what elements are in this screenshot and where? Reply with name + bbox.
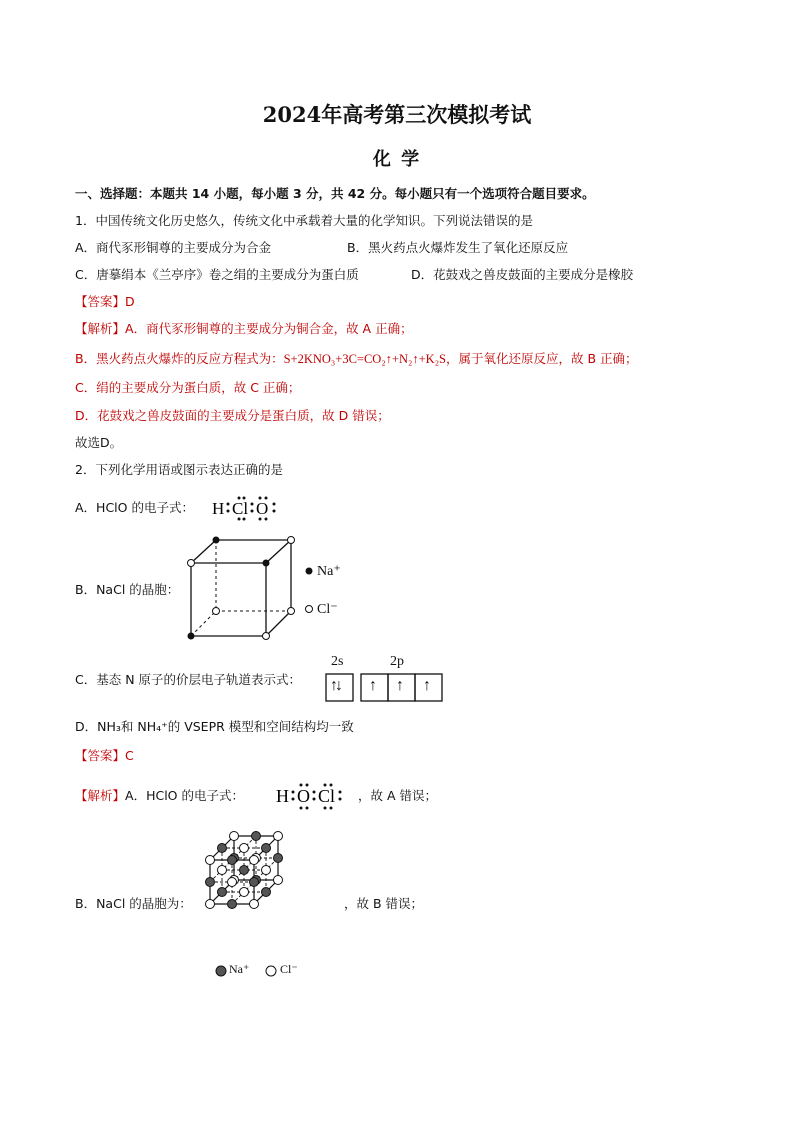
nacl-unit-cell-diagram	[180, 530, 360, 645]
electron-dot	[339, 791, 342, 794]
electron-dot	[306, 807, 309, 810]
analysis-tag: 【解析】	[75, 788, 126, 803]
electron-dot	[265, 497, 268, 500]
unit-cell-svg	[180, 530, 360, 645]
electron-dot	[227, 510, 230, 513]
na-ion	[263, 560, 270, 567]
electron-dot	[251, 510, 254, 513]
legend-na-label: Na⁺	[317, 564, 341, 579]
atom-h: H	[276, 786, 289, 806]
orbital-label-2s: 2s	[331, 654, 344, 669]
q2-analysis-b: B．NaCl 的晶胞为：	[75, 896, 192, 911]
electron-dot	[227, 503, 230, 506]
cl-ion	[213, 608, 220, 615]
nacl-full-lattice-diagram	[196, 822, 336, 957]
electron-dot	[300, 807, 303, 810]
legend2-na-svg	[214, 964, 228, 978]
orbital-svg	[325, 673, 450, 703]
q1-option-c: C．唐摹绢本《兰亭序》卷之绢的主要成分为蛋白质	[75, 267, 359, 282]
lattice-cl-ion	[218, 866, 227, 875]
analysis-a-text: A．HClO 的电子式：	[125, 788, 244, 803]
q2-option-a: A．HClO 的电子式：	[75, 500, 194, 515]
section-intro: 一、选择题：本题共 14 小题，每小题 3 分，共 42 分。每小题只有一个选项符合题目要求。	[75, 186, 595, 201]
q1-conclusion: 故选D。	[75, 435, 123, 450]
electron-dot	[306, 784, 309, 787]
lattice-na-ion	[252, 832, 261, 841]
lattice-cl-ion	[274, 876, 283, 885]
legend-cl-label: Cl⁻	[317, 602, 338, 617]
lattice-svg	[196, 822, 336, 957]
electron-dot	[238, 518, 241, 521]
legend2-cl-dot	[264, 963, 278, 977]
orbital-boxes	[325, 673, 450, 703]
q1-analysis-c: C．绢的主要成分为蛋白质，故 C 正确；	[75, 380, 301, 395]
cl-ion	[188, 560, 195, 567]
hclo-electron-dot-formula	[210, 494, 290, 522]
cl-ion	[288, 608, 295, 615]
analysis-tag: 【解析】	[75, 321, 126, 336]
electron-dot-svg-2	[274, 781, 358, 811]
electron-dot	[273, 510, 276, 513]
answer-tag: 【答案】	[75, 748, 126, 763]
lattice-cl-ion	[250, 900, 259, 909]
lattice-na-ion	[218, 844, 227, 853]
q1-option-d: D．花鼓戏之兽皮鼓面的主要成分是橡胶	[411, 267, 634, 282]
electron-dot	[238, 497, 241, 500]
analysis-b-post: ，故 B 错误；	[344, 896, 424, 911]
electron-dot	[259, 518, 262, 521]
page-title: 2024年高考第三次模拟考试	[262, 102, 532, 127]
lattice-cl-ion	[274, 832, 283, 841]
legend2-cl-label: Cl⁻	[280, 962, 298, 976]
electron-dot	[313, 798, 316, 801]
electron-dot	[259, 497, 262, 500]
q2-option-b: B．NaCl 的晶胞：	[75, 582, 180, 597]
na-ion	[188, 633, 195, 640]
lattice-cl-ion	[240, 844, 249, 853]
q1-option-a: A．商代豕形铜尊的主要成分为合金	[75, 240, 272, 255]
answer-value: C	[125, 748, 134, 763]
cl-ion	[263, 633, 270, 640]
orbital-2p-electron-2: ↑	[396, 677, 404, 694]
electron-dot	[313, 791, 316, 794]
lattice-na-ion	[228, 856, 237, 865]
legend2-cl-svg	[264, 964, 278, 978]
lattice-na-ion	[228, 900, 237, 909]
hocl-electron-dot-formula	[274, 781, 358, 811]
q1-answer	[75, 294, 135, 310]
legend2-na-dot	[214, 963, 228, 977]
electron-dot	[292, 798, 295, 801]
q1-option-b: B．黑火药点火爆炸发生了氧化还原反应	[347, 240, 569, 255]
electron-dot-svg	[210, 494, 290, 522]
electron-dot	[324, 784, 327, 787]
reaction-equation: S+2KNO₃+3C=CO₂↑+N₂↑+K₂S	[283, 352, 446, 366]
q2-stem: 2．下列化学用语或图示表达正确的是	[75, 462, 283, 477]
atom-cl: Cl	[232, 499, 249, 518]
page-subject: 化 学	[372, 149, 422, 170]
analysis-a-text: A．商代豕形铜尊的主要成分为铜合金，故 A 正确；	[125, 321, 413, 336]
electron-dot	[300, 784, 303, 787]
lattice-cl-ion	[206, 900, 215, 909]
legend-cl-dot	[306, 606, 313, 613]
lattice-cl-ion	[206, 856, 215, 865]
lattice-na-ion	[250, 878, 259, 887]
na-ion	[213, 537, 220, 544]
analysis-a-post: ，故 A 错误；	[358, 788, 437, 803]
q1-stem: 1．中国传统文化历史悠久，传统文化中承载着大量的化学知识。下列说法错误的是	[75, 213, 533, 228]
lattice-na-ion	[240, 866, 249, 875]
electron-dot	[292, 791, 295, 794]
atom-o: O	[297, 786, 310, 806]
lattice-na-ion	[274, 854, 283, 863]
lattice-cl-ion	[262, 866, 271, 875]
electron-dot	[330, 784, 333, 787]
electron-dot	[330, 807, 333, 810]
legend2-na-label: Na⁺	[229, 962, 250, 976]
orbital-label-2p: 2p	[390, 654, 404, 669]
atom-cl: Cl	[318, 786, 336, 806]
orbital-2p-electron-1: ↑	[369, 677, 377, 694]
q2-answer	[75, 748, 134, 764]
electron-dot	[243, 518, 246, 521]
answer-tag: 【答案】	[75, 294, 126, 309]
electron-dot	[339, 798, 342, 801]
lattice-na-ion	[218, 888, 227, 897]
lattice-na-ion	[206, 878, 215, 887]
analysis-b-post: ，属于氧化还原反应，故 B 正确；	[446, 351, 638, 366]
electron-dot	[265, 518, 268, 521]
lattice-na-ion	[262, 844, 271, 853]
lattice-cl-ion	[228, 878, 237, 887]
lattice-cl-ion	[250, 856, 259, 865]
atom-o: O	[256, 499, 269, 518]
q1-analysis-a	[75, 321, 413, 337]
lattice-na-ion	[262, 888, 271, 897]
electron-dot	[251, 503, 254, 506]
electron-dot	[243, 497, 246, 500]
legend-na-dot	[306, 568, 313, 575]
lattice-cl-ion	[230, 832, 239, 841]
orbital-2s-electrons: ↑↓	[330, 677, 340, 694]
electron-dot	[273, 503, 276, 506]
electron-dot	[324, 807, 327, 810]
atom-h: H	[212, 499, 225, 518]
q2-option-c: C．基态 N 原子的价层电子轨道表示式：	[75, 672, 302, 687]
q2-analysis-a	[75, 788, 244, 804]
q1-analysis-d: D．花鼓戏之兽皮鼓面的主要成分是蛋白质，故 D 错误；	[75, 408, 390, 423]
q1-analysis-b	[75, 351, 638, 367]
q2-option-d: D．NH₃和 NH₄⁺的 VSEPR 模型和空间结构均一致	[75, 719, 354, 734]
answer-value: D	[125, 294, 135, 309]
analysis-b-pre: B．黑火药点火爆炸的反应方程式为：	[75, 351, 284, 366]
cl-ion	[288, 537, 295, 544]
orbital-2p-electron-3: ↑	[423, 677, 431, 694]
lattice-cl-ion	[240, 888, 249, 897]
